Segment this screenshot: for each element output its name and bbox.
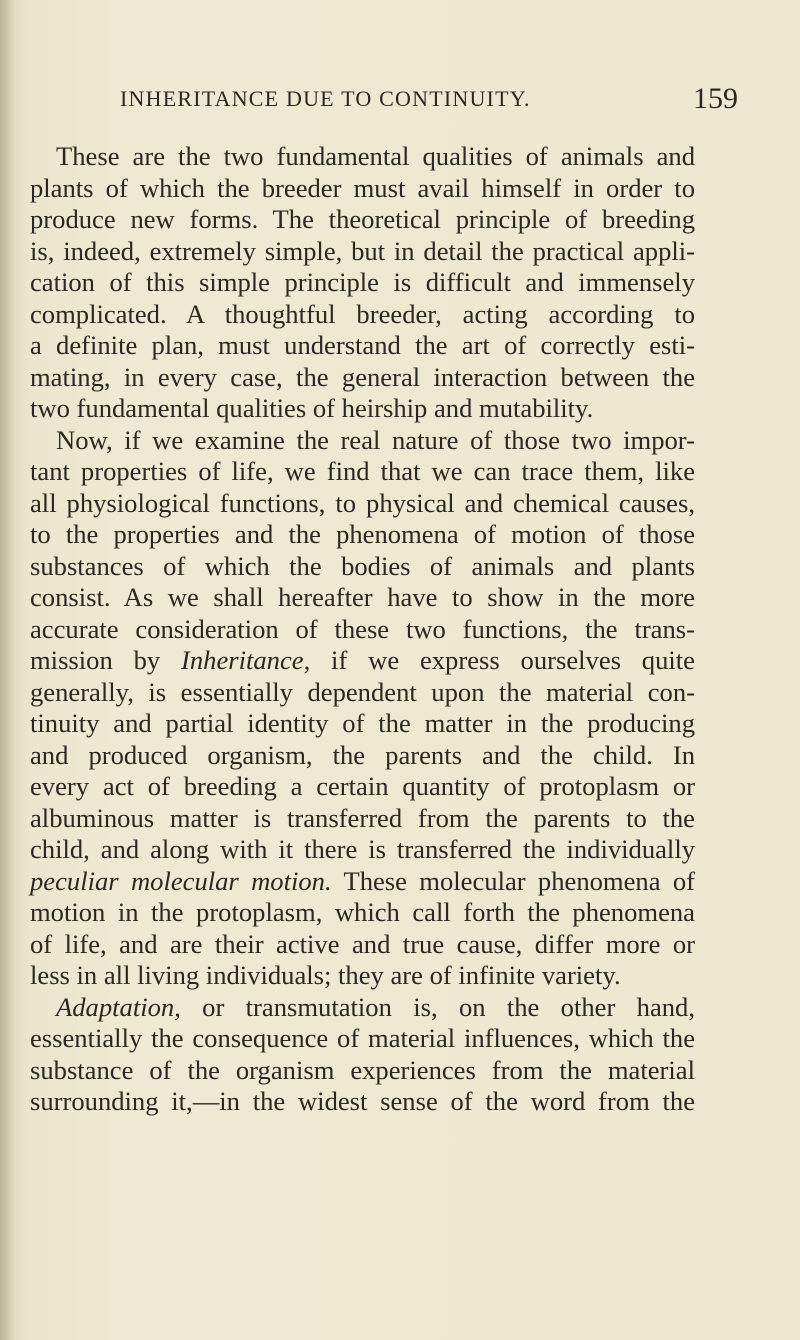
body-text xyxy=(30,141,695,1118)
page-gutter-shadow xyxy=(0,0,16,1340)
text-line: albuminous matter is transferred from the parents to the xyxy=(30,802,695,833)
text-line: plants of which the breeder must avail himself in order to xyxy=(30,172,695,203)
text-segment: These molecular phenomena of xyxy=(331,865,695,896)
text-line xyxy=(30,645,695,677)
text-line: tant properties of life, we find that we can trace them, like xyxy=(30,456,695,486)
text-line: less in all living individuals; they are of infinite variety. xyxy=(30,960,621,990)
text-line: consist. As we shall hereafter have to show in the more xyxy=(30,582,695,612)
text-line: all physiological functions, to physical and chemical causes, xyxy=(30,487,695,518)
text-line: substance of the organism experiences from the material xyxy=(30,1054,695,1085)
text-line: mating, in every case, the general interaction between the xyxy=(30,361,695,392)
text-line: accurate consideration of these two functions, the trans- xyxy=(30,613,695,644)
text-line: These are the two fundamental qualities of animals and xyxy=(56,141,695,171)
text-line: tinuity and partial identity of the matter in the producing xyxy=(30,708,695,738)
text-line: to the properties and the phenomena of motion of those xyxy=(30,519,695,549)
running-head xyxy=(100,82,740,122)
text-line: a definite plan, must understand the art of correctly esti- xyxy=(30,330,695,360)
text-line: surrounding it,—in the widest sense of the word from the xyxy=(30,1086,695,1116)
text-line: substances of which the bodies of animals and plants xyxy=(30,550,695,581)
text-line xyxy=(30,866,695,898)
text-line: Now, if we examine the real nature of those two impor- xyxy=(56,424,695,455)
italic-term-inheritance: Inheritance, xyxy=(181,645,311,675)
running-title: INHERITANCE DUE TO CONTINUITY. xyxy=(120,86,531,111)
text-line: and produced organism, the parents and the child. In xyxy=(30,739,695,770)
page-number: 159 xyxy=(693,82,738,115)
italic-term-molecular-motion: peculiar molecular motion. xyxy=(30,865,332,896)
text-line: essentially the consequence of material influences, which the xyxy=(30,1023,695,1053)
text-line: child, and along with it there is transferred the individually xyxy=(30,834,695,864)
text-line: generally, is essentially dependent upon the material con- xyxy=(30,676,695,707)
text-line: every act of breeding a certain quantity of protoplasm or xyxy=(30,771,695,801)
text-line xyxy=(30,992,695,1024)
text-line: produce new forms. The theoretical principle of breeding xyxy=(30,204,695,234)
text-line: motion in the protoplasm, which call forth the phenomena xyxy=(30,897,695,927)
italic-term-adaptation: Adaptation, xyxy=(56,991,181,1022)
text-line: two fundamental qualities of heirship and mutability. xyxy=(30,393,594,423)
text-segment: or transmutation is, on the other hand, xyxy=(180,991,695,1022)
text-line: cation of this simple principle is difficult and immensely xyxy=(30,267,695,297)
text-line: of life, and are their active and true cause, differ more or xyxy=(30,928,695,959)
text-line: complicated. A thoughtful breeder, acting according to xyxy=(30,298,695,329)
text-segment: if we express ourselves quite xyxy=(310,645,695,675)
text-line: is, indeed, extremely simple, but in detail the practical appli- xyxy=(30,235,695,266)
text-segment: mission by xyxy=(30,645,181,675)
